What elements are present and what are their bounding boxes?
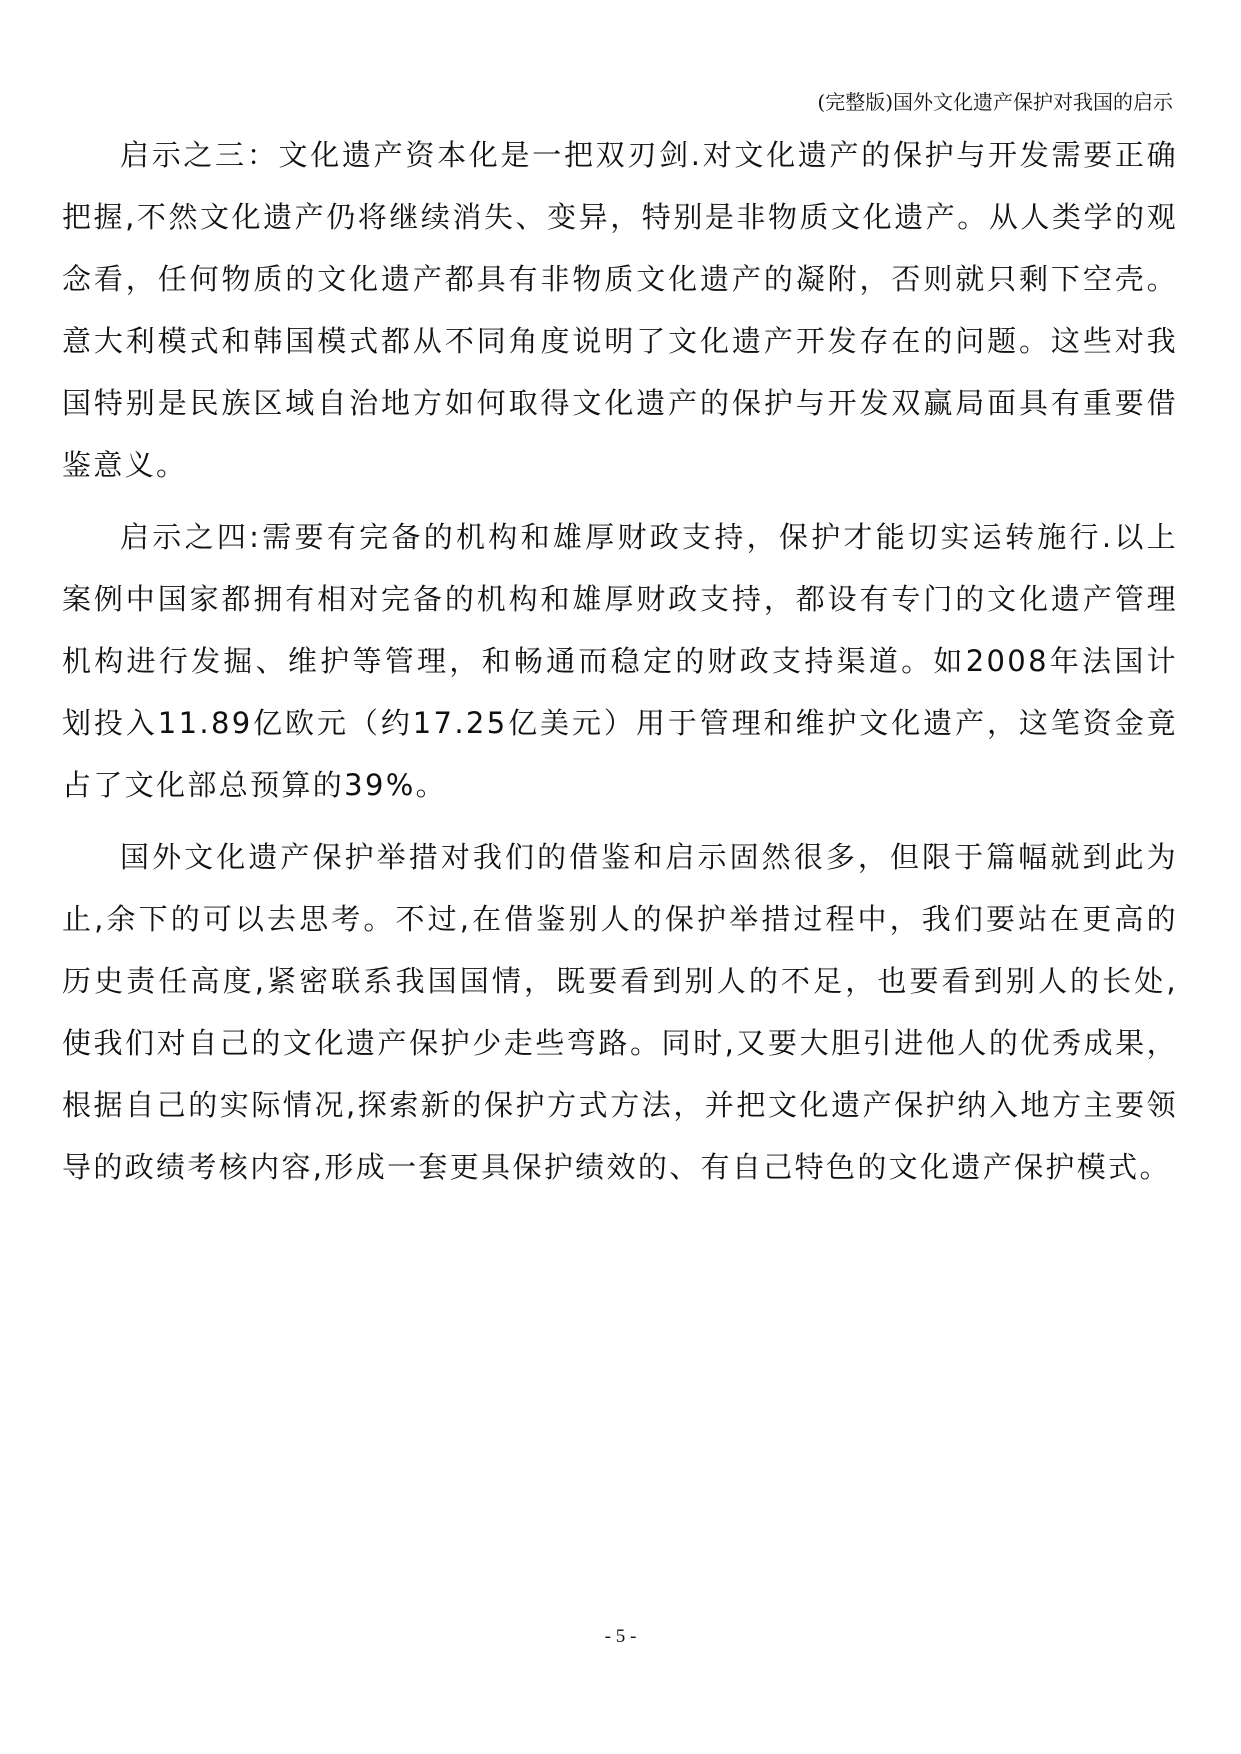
paragraph-revelation-three: 启示之三：文化遗产资本化是一把双刃剑.对文化遗产的保护与开发需要正确把握,不然文化遗产仍将继续消失、变异，特别是非物质文化遗产。从人类学的观念看，任何物质的文化遗产都具有非物质文化遗产的凝附，否则就只剩下空壳。意大利模式和韩国模式都从不同角度说明了文化遗产开发存在的问题。这些对我国特别是民族区域自治地方如何取得文化遗产的保护与开发双赢局面具有重要借鉴意义。 — [62, 138, 1178, 482]
paragraph-revelation-four: 启示之四:需要有完备的机构和雄厚财政支持，保护才能切实运转施行.以上案例中国家都拥有相对完备的机构和雄厚财政支持，都设有专门的文化遗产管理机构进行发掘、维护等管理，和畅通而稳定的财政支持渠道。如2008年法国计划投入11.89亿欧元（约17.25亿美元）用于管理和维护文化遗产，这笔资金竟占了文化部总预算的39%。 — [62, 520, 1178, 802]
page-number: - 5 - — [604, 1626, 637, 1647]
running-header: (完整版)国外文化遗产保护对我国的启示 — [817, 90, 1173, 114]
body-text — [62, 124, 1178, 1208]
paragraph-conclusion: 国外文化遗产保护举措对我们的借鉴和启示固然很多，但限于篇幅就到此为止,余下的可以去思考。不过,在借鉴别人的保护举措过程中，我们要站在更高的历史责任高度,紧密联系我国国情，既要看到别人的不足，也要看到别人的长处,使我们对自己的文化遗产保护少走些弯路。同时,又要大胆引进他人的优秀成果，根据自己的实际情况,探索新的保护方式方法，并把文化遗产保护纳入地方主要领导的政绩考核内容,形成一套更具保护绩效的、有自己特色的文化遗产保护模式。 — [62, 840, 1178, 1184]
